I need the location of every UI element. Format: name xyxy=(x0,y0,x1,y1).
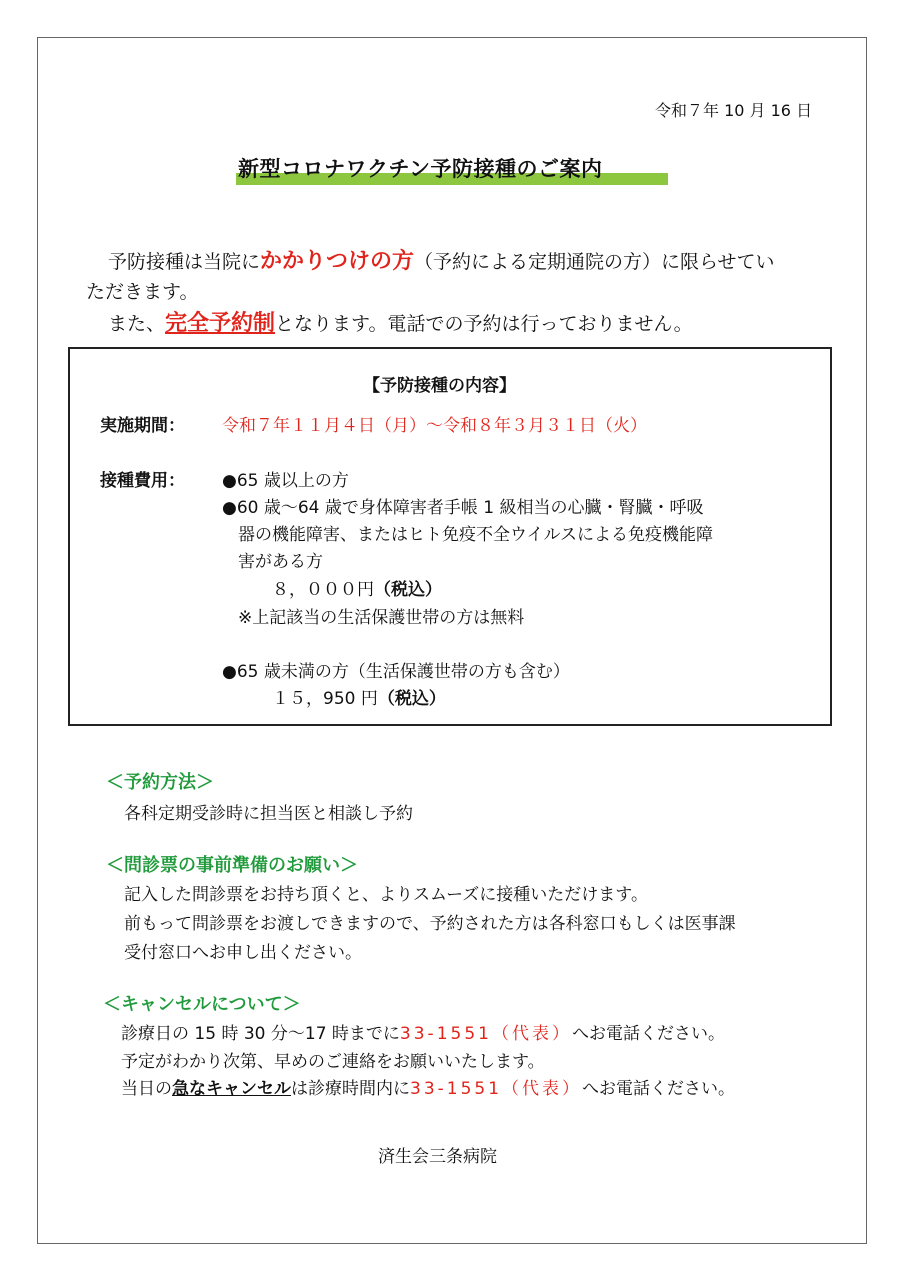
reservation-heading: ＜予約方法＞ xyxy=(106,772,214,793)
intro-line-3 xyxy=(108,307,693,341)
period-value: 令和７年１１月４日（月）～令和８年３月３１日（火） xyxy=(222,416,647,436)
cancel-line-2: 予定がわかり次第、早めのご連絡をお願いいたします。 xyxy=(121,1052,545,1072)
questionnaire-heading: ＜問診票の事前準備のお願い＞ xyxy=(106,855,358,876)
cancel-line-1-post: へお電話ください。 xyxy=(571,1024,725,1044)
questionnaire-line-1: 記入した問診票をお持ち頂くと、よりスムーズに接種いただけます。 xyxy=(124,885,648,905)
fee-price-8000 xyxy=(272,575,442,600)
fee-price-8000-amount: ８，０００円 xyxy=(272,580,374,600)
fee-note-welfare: ※上記該当の生活保護世帯の方は無料 xyxy=(238,608,525,628)
page-title: 新型コロナワクチン予防接種のご案内 xyxy=(238,157,603,181)
intro-line-3-post: となります。電話での予約は行っておりません。 xyxy=(275,313,693,335)
questionnaire-line-3: 受付窓口へお申し出ください。 xyxy=(124,943,362,963)
cancel-line-3 xyxy=(121,1074,735,1099)
period-label: 実施期間： xyxy=(100,416,185,436)
intro-line-1 xyxy=(108,245,774,279)
intro-line-1-post: （予約による定期通院の方）に限らせてい xyxy=(414,251,775,273)
cancel-heading: ＜キャンセルについて＞ xyxy=(103,994,301,1015)
fee-item-60-64-line1: ●60 歳～64 歳で身体障害者手帳 1 級相当の心臓・腎臓・呼吸 xyxy=(222,498,704,518)
intro-line-3-pre: また、 xyxy=(108,313,166,335)
fee-label: 接種費用： xyxy=(100,471,185,491)
cancel-line-1-pre: 診療日の 15 時 30 分～17 時までに xyxy=(121,1024,400,1044)
fee-item-under-65: ●65 歳未満の方（生活保護世帯の方も含む） xyxy=(222,662,570,682)
cancel-phone-1: 33-1551（代表） xyxy=(399,1024,572,1044)
cancel-line-1 xyxy=(121,1019,725,1044)
fee-price-8000-tax: （税込） xyxy=(374,580,442,600)
questionnaire-line-2: 前もって問診票をお渡しできますので、予約された方は各科窓口もしくは医事課 xyxy=(124,914,736,934)
fee-item-60-64-line3: 害がある方 xyxy=(238,552,323,572)
cancel-highlight-urgent: 急なキャンセル xyxy=(172,1079,291,1099)
cancel-phone-2: 33-1551（代表） xyxy=(410,1079,583,1099)
fee-price-15950-tax: （税込） xyxy=(377,689,446,709)
cancel-line-3-post: へお電話ください。 xyxy=(582,1079,736,1099)
title-block xyxy=(238,153,602,183)
intro-line-2: ただきます。 xyxy=(86,281,199,303)
reservation-text: 各科定期受診時に担当医と相談し予約 xyxy=(124,804,413,824)
fee-price-15950-amount: １５，950 円 xyxy=(272,689,378,709)
fee-item-60-64-line2: 器の機能障害、またはヒト免疫不全ウイルスによる免疫機能障 xyxy=(238,525,713,545)
cancel-line-3-mid: は診療時間内に xyxy=(291,1079,410,1099)
intro-highlight-kakaritsuke: かかりつけの方 xyxy=(260,249,415,274)
box-title: 【予防接種の内容】 xyxy=(363,376,516,396)
cancel-line-3-pre: 当日の xyxy=(121,1079,172,1099)
intro-highlight-reservation: 完全予約制 xyxy=(165,311,276,336)
hospital-name: 済生会三条病院 xyxy=(378,1147,497,1167)
fee-price-15950 xyxy=(272,684,446,709)
fee-item-65-over: ●65 歳以上の方 xyxy=(222,471,349,491)
issue-date: 令和７年 10 月 16 日 xyxy=(655,101,813,120)
intro-line-1-pre: 予防接種は当院に xyxy=(108,251,261,273)
